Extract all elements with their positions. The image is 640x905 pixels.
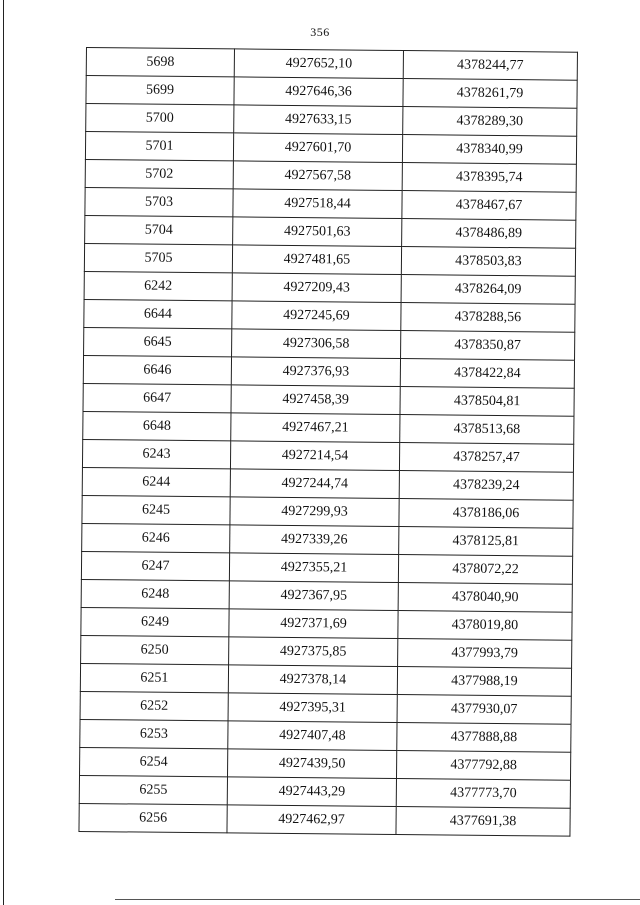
x-coordinate-cell: 4927501,63 [233, 217, 402, 247]
point-number-cell: 5702 [85, 159, 233, 188]
point-number-cell: 6256 [79, 803, 227, 832]
x-coordinate-cell: 4927481,65 [232, 245, 401, 275]
point-number-cell: 5700 [86, 104, 234, 133]
point-number-cell: 6248 [81, 579, 229, 608]
y-coordinate-cell: 4378289,30 [403, 107, 577, 137]
point-number-cell: 6644 [84, 299, 232, 328]
y-coordinate-cell: 4378288,56 [401, 303, 575, 333]
point-number-cell: 6646 [83, 355, 231, 384]
y-coordinate-cell: 4377888,88 [397, 723, 571, 753]
y-coordinate-cell: 4378264,09 [401, 275, 575, 305]
y-coordinate-cell: 4378486,89 [402, 219, 576, 249]
y-coordinate-cell: 4377792,88 [396, 751, 570, 781]
coordinates-table [78, 47, 578, 837]
page-bottom-edge [115, 899, 640, 900]
x-coordinate-cell: 4927367,95 [229, 581, 398, 611]
y-coordinate-cell: 4378395,74 [402, 163, 576, 193]
x-coordinate-cell: 4927355,21 [229, 553, 398, 583]
x-coordinate-cell: 4927467,21 [231, 413, 400, 443]
x-coordinate-cell: 4927244,74 [230, 469, 399, 499]
point-number-cell: 5705 [84, 243, 232, 272]
page-left-edge [3, 0, 4, 905]
x-coordinate-cell: 4927407,48 [228, 721, 397, 751]
y-coordinate-cell: 4378244,77 [403, 51, 577, 81]
point-number-cell: 6246 [82, 523, 230, 552]
y-coordinate-cell: 4378340,99 [402, 135, 576, 165]
page-number: 356 [310, 25, 330, 39]
x-coordinate-cell: 4927371,69 [229, 609, 398, 639]
point-number-cell: 5699 [86, 76, 234, 105]
x-coordinate-cell: 4927567,58 [233, 161, 402, 191]
coordinates-table-body [79, 48, 578, 837]
point-number-cell: 5703 [85, 187, 233, 216]
x-coordinate-cell: 4927601,70 [233, 133, 402, 163]
x-coordinate-cell: 4927518,44 [233, 189, 402, 219]
x-coordinate-cell: 4927652,10 [234, 49, 403, 79]
x-coordinate-cell: 4927376,93 [231, 357, 400, 387]
y-coordinate-cell: 4377993,79 [398, 639, 572, 669]
y-coordinate-cell: 4377691,38 [396, 807, 570, 837]
point-number-cell: 6245 [82, 495, 230, 524]
y-coordinate-cell: 4378072,22 [398, 555, 572, 585]
y-coordinate-cell: 4378019,80 [398, 611, 572, 641]
x-coordinate-cell: 4927245,69 [232, 301, 401, 331]
x-coordinate-cell: 4927378,14 [228, 665, 397, 695]
x-coordinate-cell: 4927439,50 [228, 749, 397, 779]
x-coordinate-cell: 4927306,58 [232, 329, 401, 359]
point-number-cell: 6252 [80, 691, 228, 720]
y-coordinate-cell: 4378504,81 [400, 387, 574, 417]
table-row [79, 803, 570, 836]
x-coordinate-cell: 4927395,31 [228, 693, 397, 723]
coordinates-table-wrapper [78, 47, 578, 837]
point-number-cell: 6242 [84, 271, 232, 300]
x-coordinate-cell: 4927214,54 [230, 441, 399, 471]
point-number-cell: 5698 [86, 48, 234, 77]
y-coordinate-cell: 4377773,70 [396, 779, 570, 809]
x-coordinate-cell: 4927646,36 [234, 77, 403, 107]
y-coordinate-cell: 4378040,90 [398, 583, 572, 613]
x-coordinate-cell: 4927462,97 [227, 805, 396, 835]
y-coordinate-cell: 4378257,47 [399, 443, 573, 473]
point-number-cell: 6250 [81, 635, 229, 664]
x-coordinate-cell: 4927209,43 [232, 273, 401, 303]
y-coordinate-cell: 4378503,83 [401, 247, 575, 277]
point-number-cell: 6243 [82, 439, 230, 468]
x-coordinate-cell: 4927633,15 [234, 105, 403, 135]
point-number-cell: 5701 [85, 132, 233, 161]
y-coordinate-cell: 4378125,81 [399, 527, 573, 557]
point-number-cell: 6647 [83, 383, 231, 412]
point-number-cell: 6645 [84, 327, 232, 356]
point-number-cell: 6244 [82, 467, 230, 496]
y-coordinate-cell: 4378239,24 [399, 471, 573, 501]
point-number-cell: 6251 [80, 663, 228, 692]
x-coordinate-cell: 4927443,29 [227, 777, 396, 807]
x-coordinate-cell: 4927375,85 [229, 637, 398, 667]
y-coordinate-cell: 4378261,79 [403, 79, 577, 109]
x-coordinate-cell: 4927339,26 [230, 525, 399, 555]
point-number-cell: 6254 [80, 747, 228, 776]
y-coordinate-cell: 4378422,84 [400, 359, 574, 389]
point-number-cell: 6249 [81, 607, 229, 636]
point-number-cell: 6648 [83, 411, 231, 440]
y-coordinate-cell: 4377988,19 [397, 667, 571, 697]
y-coordinate-cell: 4378513,68 [400, 415, 574, 445]
point-number-cell: 5704 [85, 215, 233, 244]
y-coordinate-cell: 4378186,06 [399, 499, 573, 529]
point-number-cell: 6255 [79, 775, 227, 804]
point-number-cell: 6253 [80, 719, 228, 748]
x-coordinate-cell: 4927458,39 [231, 385, 400, 415]
y-coordinate-cell: 4378350,87 [401, 331, 575, 361]
point-number-cell: 6247 [81, 551, 229, 580]
y-coordinate-cell: 4377930,07 [397, 695, 571, 725]
y-coordinate-cell: 4378467,67 [402, 191, 576, 221]
x-coordinate-cell: 4927299,93 [230, 497, 399, 527]
